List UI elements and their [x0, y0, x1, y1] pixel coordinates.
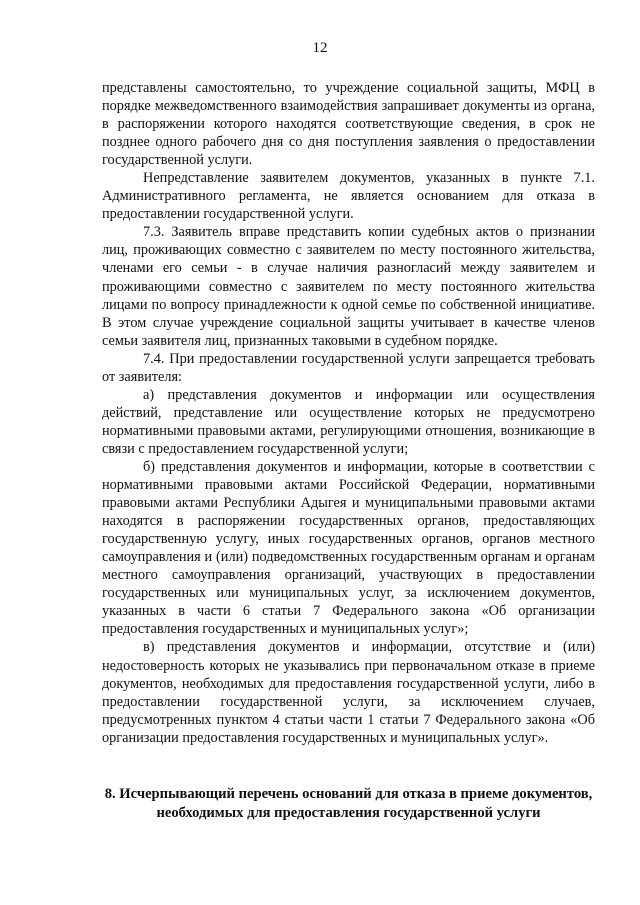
paragraph-continuation: представлены самостоятельно, то учреждение социальной защиты, МФЦ в порядке межведомственного взаимодействия запрашивает документы из органа, в распоряжении которого находятся соответствующие сведения, в срок не позднее одного рабочего дня со дня поступления заявления о предоставлении государственной услуги. — [102, 80, 595, 169]
section-heading: 8. Исчерпывающий перечень оснований для отказа в приеме документов, необходимых для предоставления государственной услуги — [104, 786, 593, 821]
paragraph-7-4: 7.4. При предоставлении государственной услуги запрещается требовать от заявителя: — [102, 350, 595, 385]
paragraph-item-a: а) представления документов и информации или осуществления действий, представление или осуществление которых не предусмотрено нормативными правовыми актами, регулирующими отношения, возникающие в связи с предоставлением государственной услуги; — [102, 386, 595, 457]
paragraph-item-b: б) представления документов и информации, которые в соответствии с нормативными правовыми актами Российской Федерации, нормативными правовыми актами Республики Адыгея и муниципальными правовыми актами находятся в распоряжении государственных органов, предоставляющих государственную услугу, иных государственных органов, органов местного самоуправления и (или) подведомственных государственным органам и органам местного самоуправления организаций, участвующих в предоставлении государственных или муниципальных услуг, за исключением документов, указанных в части 6 статьи 7 Федерального закона «Об организации предоставления государственных и муниципальных услуг»; — [102, 458, 595, 638]
paragraph-item-v: в) представления документов и информации, отсутствие и (или) недостоверность которых не указывались при первоначальном отказе в приеме документов, необходимых для предоставления государственной услуги, либо в предоставлении государственной услуги, за исключением случаев, предусмотренных пунктом 4 статьи части 1 статьи 7 Федерального закона «Об организации предоставления государственных и муниципальных услуг». — [102, 639, 595, 746]
paragraph-non-submission: Непредставление заявителем документов, указанных в пункте 7.1. Административного регламента, не является основанием для отказа в предоставлении государственной услуги. — [102, 170, 595, 223]
paragraph-7-3: 7.3. Заявитель вправе представить копии судебных актов о признании лиц, проживающих совместно с заявителем по месту постоянного жительства, членами его семьи - в случае наличия разногласий между заявителем и проживающими совместно с заявителем по месту постоянного жительства лицами по вопросу принадлежности к одной семье по собственной инициативе. В этом случае учреждение социальной защиты учитывает в качестве членов семьи заявителя лиц, признанных таковыми в судебном порядке. — [102, 224, 595, 349]
document-body — [102, 79, 595, 747]
page-number: 12 — [312, 40, 328, 56]
